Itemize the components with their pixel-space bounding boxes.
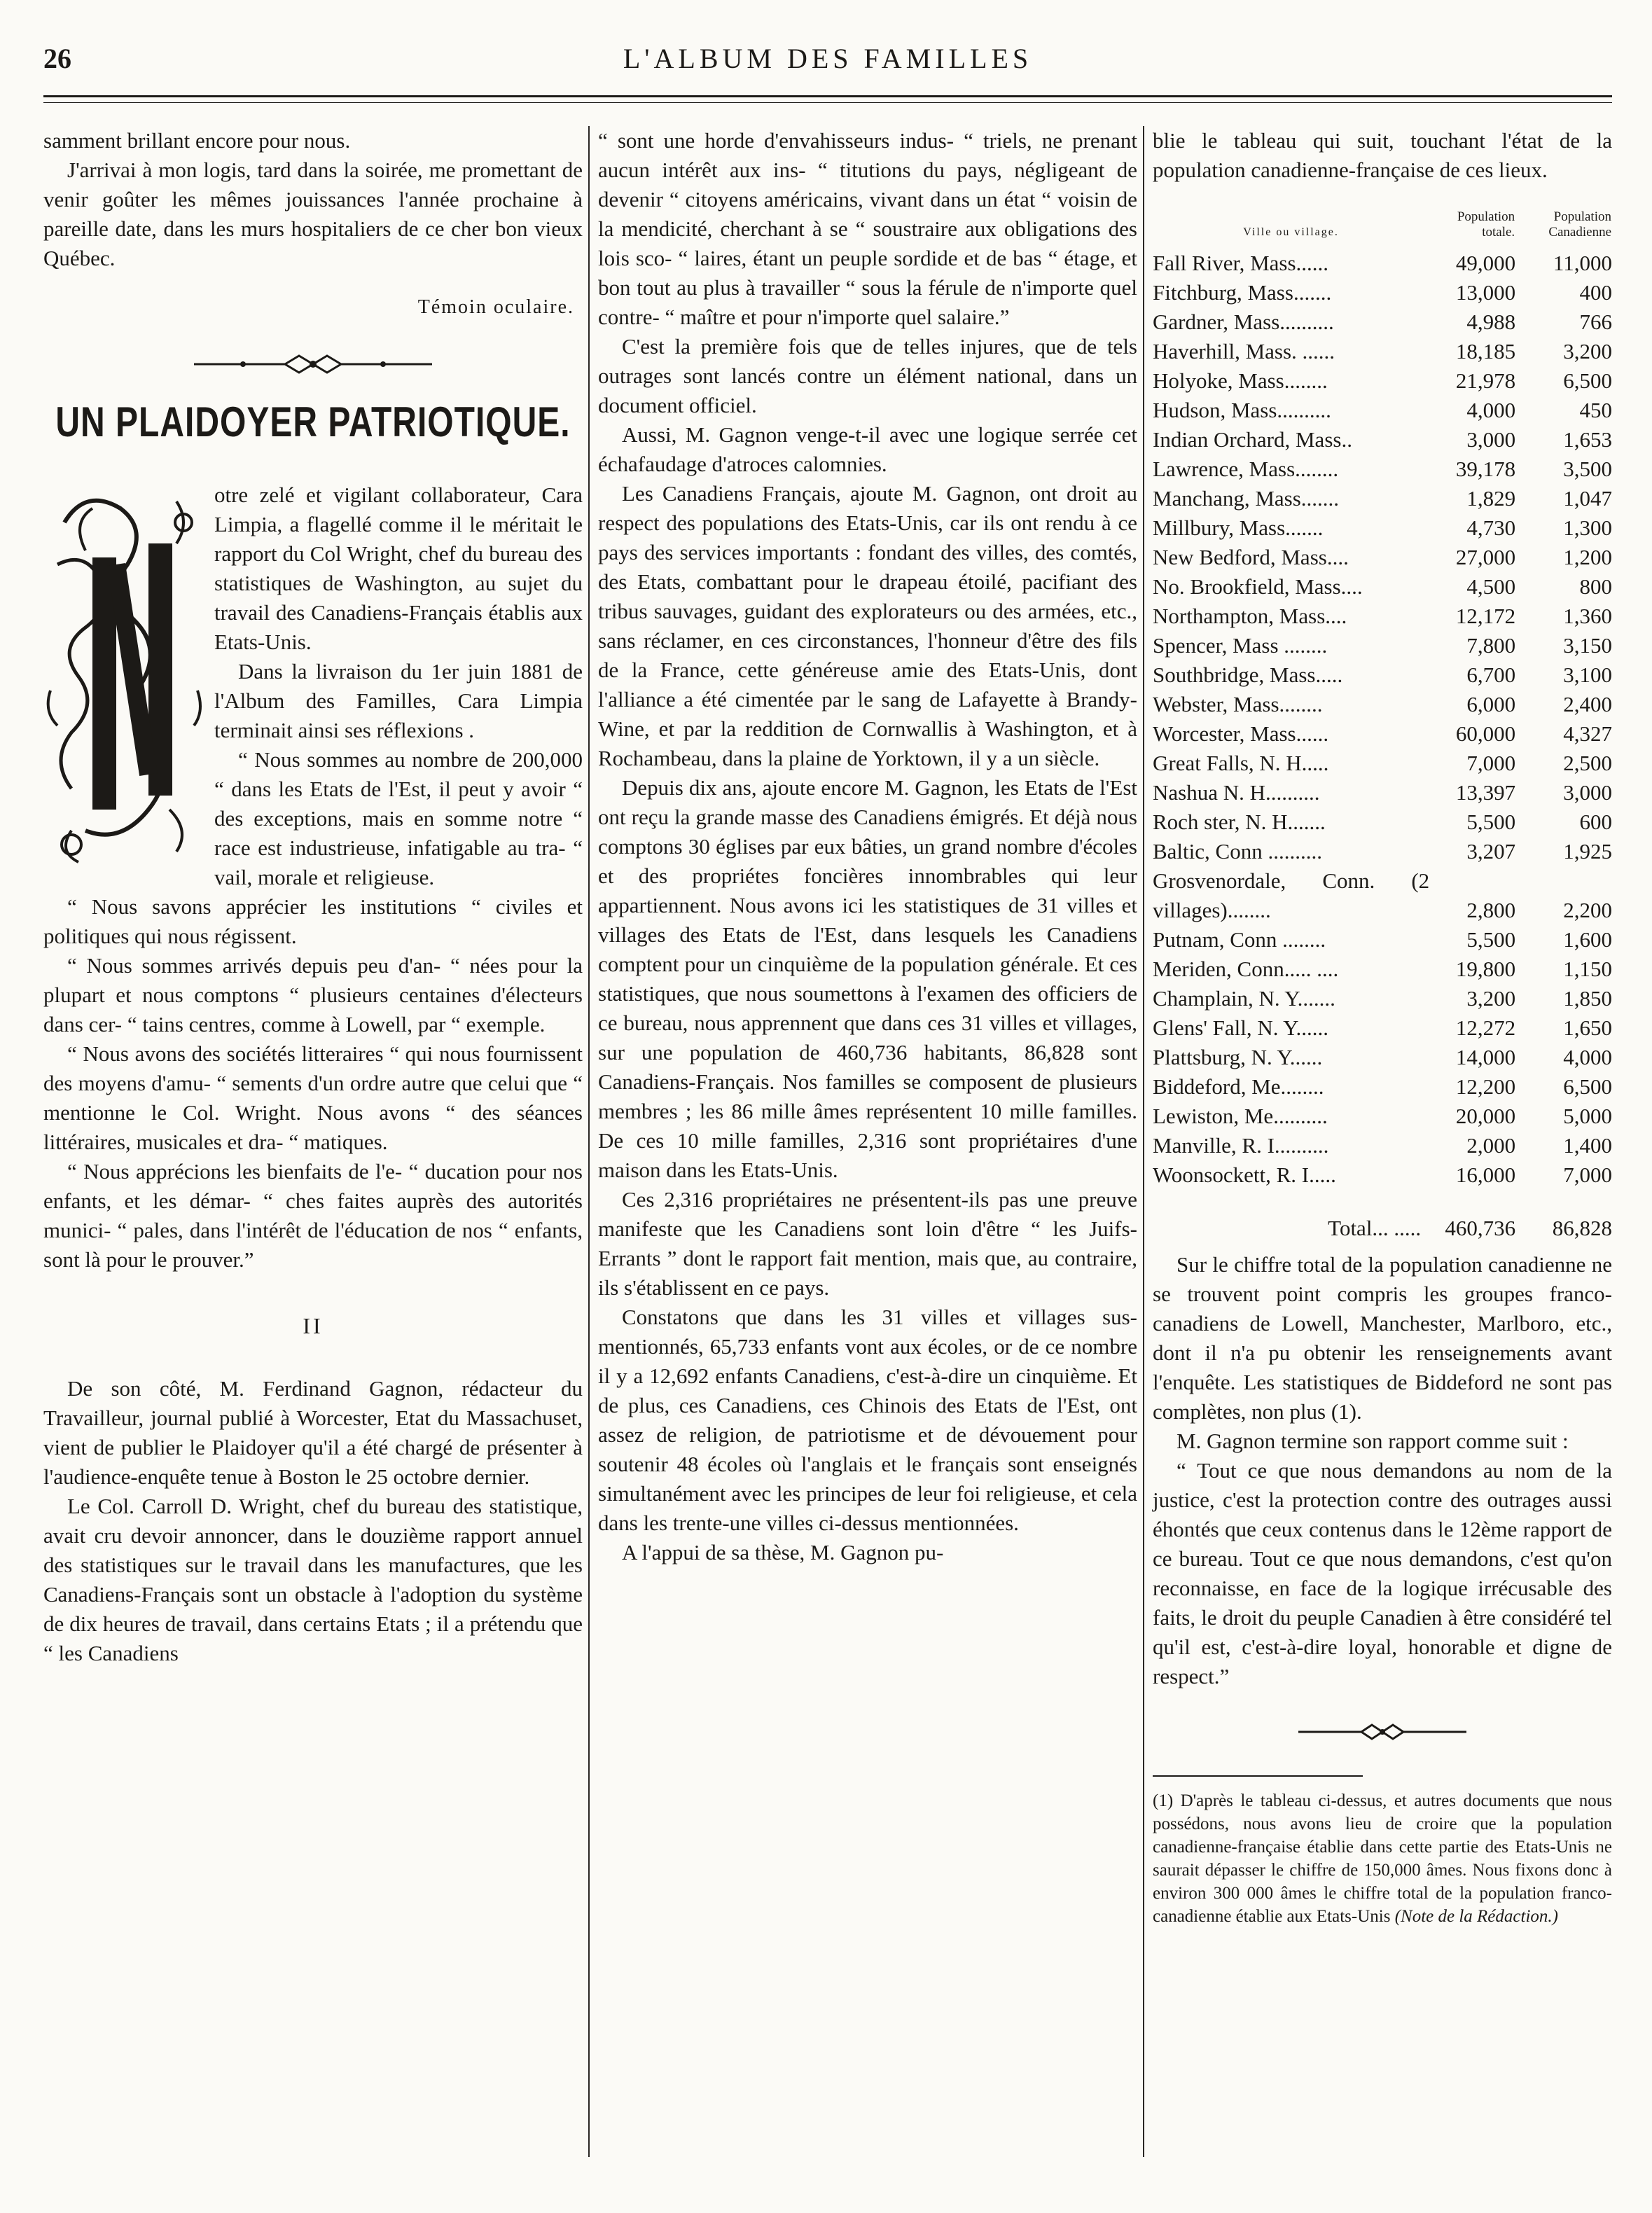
paragraph: samment brillant encore pour nous. <box>43 128 351 153</box>
table-cell-canadian: 1,360 <box>1563 604 1612 628</box>
table-row <box>1153 572 1612 602</box>
paragraph: De son côté, M. Ferdinand Gagnon, rédacteur du Travailleur, journal publié à Worcester, Etat du Massachuset, vient de publier le Plaidoyer qu'il a été chargé de présenter à l'audience-enquête tenue à Boston le 25 octobre dernier. <box>43 1376 583 1489</box>
ornament-divider <box>1153 1719 1612 1747</box>
table-cell-canadian: 1,850 <box>1563 986 1612 1011</box>
table-cell-canadian: 1,047 <box>1563 486 1612 511</box>
table-cell-canadian: 6,500 <box>1563 1074 1612 1099</box>
table-row <box>1153 249 1612 278</box>
paragraph: Sur le chiffre total de la population canadienne ne se trouvent point compris les groupes franco-canadiens de Lowell, Manchester, Marlboro, etc., dont il n'a pu obtenir les renseignements avant l'enquête. Les statistiques de Biddeford ne sont pas complètes, non plus (1). <box>1153 1252 1612 1424</box>
table-cell-total: 16,000 <box>1455 1163 1516 1187</box>
table-cell-locality: Millbury, Mass....... <box>1153 515 1324 540</box>
table-row <box>1153 955 1612 984</box>
table-cell-total: 12,200 <box>1455 1074 1516 1099</box>
quoted-paragraph: “ sont une horde d'envahisseurs indus- “ triels, ne prenant aucun intérêt aux ins- “ titutions du pays, négligeant de devenir “ citoyens américains, vivant dans un état “ voisin de la mendicité, cherchant à se “ soustraire aux obligations des lois sco- “ laires, étant un peuple sordide et de bas “ étage, et bon tout au plus à travailler “ sous la férule de n'importe quel contre- “ maître et pour n'importe quel salaire.” <box>598 128 1137 329</box>
table-cell-total: 12,272 <box>1455 1015 1516 1040</box>
header-rule <box>43 95 1612 97</box>
table-row <box>1153 337 1612 366</box>
table-cell-total: 4,988 <box>1466 310 1516 334</box>
column-left <box>43 126 583 1668</box>
table-cell-locality: Manchang, Mass....... <box>1153 486 1340 511</box>
table-cell-total: 7,800 <box>1466 633 1516 658</box>
table-cell-total: 60,000 <box>1455 721 1516 746</box>
table-cell-locality: Webster, Mass........ <box>1153 692 1323 716</box>
paragraph: A l'appui de sa thèse, M. Gagnon pu- <box>622 1540 944 1565</box>
table-cell-canadian: 3,500 <box>1563 457 1612 481</box>
table-cell-total: 3,207 <box>1466 839 1516 863</box>
table-row <box>1153 602 1612 631</box>
paragraph: Ces 2,316 propriétaires ne présentent-ils pas une preuve manifeste que les Canadiens sont loin d'être “ les Juifs-Errants ” dont le rapport fait mention, mais que, au contraire, ils s'établissent en ce pays. <box>598 1187 1137 1300</box>
table-cell-total: 18,185 <box>1455 339 1516 363</box>
table-row <box>1153 660 1612 690</box>
column-rule-right <box>1143 126 1144 2157</box>
table-row <box>1153 513 1612 543</box>
table-cell-locality: Southbridge, Mass..... <box>1153 662 1343 687</box>
population-table <box>1153 209 1612 1243</box>
table-row <box>1153 1160 1612 1190</box>
table-cell-total: 4,500 <box>1466 574 1516 599</box>
table-row <box>1153 719 1612 749</box>
table-cell-locality: Manville, R. I.......... <box>1153 1133 1329 1158</box>
table-cell-locality: Lewiston, Me.......... <box>1153 1104 1328 1128</box>
table-cell-total: 14,000 <box>1455 1045 1516 1069</box>
table-cell-locality: Great Falls, N. H..... <box>1153 751 1329 775</box>
table-cell-canadian: 7,000 <box>1563 1163 1612 1187</box>
table-row <box>1153 1072 1612 1102</box>
table-cell-canadian: 2,200 <box>1563 898 1612 922</box>
table-cell-total: 12,172 <box>1455 604 1516 628</box>
paragraph: blie le tableau qui suit, touchant l'état de la population canadienne-française de ces lieux. <box>1153 128 1612 182</box>
column-middle <box>598 126 1137 1567</box>
table-cell-canadian: 4,327 <box>1563 721 1612 746</box>
table-cell-total: 3,000 <box>1466 427 1516 452</box>
table-cell-locality: Glens' Fall, N. Y...... <box>1153 1015 1329 1040</box>
table-cell-locality: Gardner, Mass.......... <box>1153 310 1334 334</box>
table-cell-total: 1,829 <box>1466 486 1516 511</box>
quoted-paragraph: “ Nous savons apprécier les institutions “ civiles et politiques qui nous régissent. <box>43 894 583 948</box>
total-label: Total... ..... <box>1328 1216 1422 1240</box>
table-cell-canadian: 1,300 <box>1563 515 1612 540</box>
table-cell-canadian: 766 <box>1579 310 1612 334</box>
column-header: Ville ou village. <box>1243 226 1339 238</box>
table-total-row <box>1153 1190 1612 1243</box>
newspaper-page <box>43 36 1612 2193</box>
table-cell-locality: Worcester, Mass...... <box>1153 721 1329 746</box>
table-cell-canadian: 4,000 <box>1563 1045 1612 1069</box>
table-row <box>1153 837 1612 866</box>
table-cell-canadian: 800 <box>1579 574 1612 599</box>
table-cell-canadian: 1,925 <box>1563 839 1612 863</box>
table-row <box>1153 366 1612 396</box>
table-cell-canadian: 3,150 <box>1563 633 1612 658</box>
table-row <box>1153 1013 1612 1043</box>
table-cell-total: 21,978 <box>1455 368 1516 393</box>
table-row <box>1153 455 1612 484</box>
paragraph: Dans la livraison du 1er juin 1881 de l'Album des Familles, Cara Limpia terminait ainsi ses réflexions . <box>214 659 583 742</box>
table-cell-total: 6,700 <box>1466 662 1516 687</box>
table-cell-canadian: 400 <box>1579 280 1612 305</box>
paragraph: C'est la première fois que de telles injures, que de tels outrages sont lancés contre un élément national, dans un document officiel. <box>598 334 1137 417</box>
quoted-paragraph: “ Nous avons des sociétés litteraires “ qui nous fournissent des moyens d'amu- “ sements d'un ordre autre que celui que “ mentionne le Col. Wright. Nous avons “ des séances littéraires, musicales et dra- “ matiques. <box>43 1041 583 1154</box>
ornate-dropcap-n-icon <box>43 480 204 873</box>
table-row <box>1153 484 1612 513</box>
ornament-divider <box>43 350 583 378</box>
article-title: UN PLAIDOYER PATRIOTIQUE. <box>55 399 571 446</box>
paragraph: Constatons que dans les 31 villes et villages sus-mentionnés, 65,733 enfants vont aux écoles, or de ce nombre il y a 12,692 enfants Canadiens, c'est-à-dire un cinquième. Et de plus, ces Canadiens, ces Chinois des Etats de l'Est, ont assez de religion, de patriotisme et de dévouement pour soutenir 48 écoles où l'anglais et le français sont enseignés simultanément avec les principes de leur foi religieuse, et cela dans les trente-une villes ci-dessus mentionnées. <box>598 1305 1137 1535</box>
paragraph: Aussi, M. Gagnon venge-t-il avec une logique serrée cet échafaudage d'atroces calomnies. <box>598 422 1137 476</box>
table-row <box>1153 425 1612 455</box>
quoted-paragraph: “ Nous sommes arrivés depuis peu d'an- “ nées pour la plupart et nous comptons “ plusieurs centaines d'électeurs dans cer- “ tains centres, comme à Lowell, par “ exemple. <box>43 953 583 1036</box>
table-row <box>1153 690 1612 719</box>
column-header: Population totale. <box>1457 209 1515 240</box>
article-signature: Témoin oculaire. <box>417 296 574 318</box>
table-cell-total: 6,000 <box>1466 692 1516 716</box>
paragraph: Depuis dix ans, ajoute encore M. Gagnon, les Etats de l'Est ont reçu la grande masse des Canadiens émigrés. Et déjà nous comptons 30 églises par eux bâties, un grand nombre d'écoles et des propriétes foncières innombrables qui leur appartiennent. Nous avons ici les statistiques de 31 villes et villages des Etats de l'Est, dans lesquels les Canadiens comptent pour un cinquième de la population générale. Et ces statistiques, que nous soumettons à l'examen des officiers de ce bureau, nous apprennent que dans ces 31 villes et villages, sur une population de 460,736 habitants, 86,828 sont Canadiens-Français. Nos familles se composent de plusieurs membres ; les 86 mille âmes représentent 10 mille familles. De ces 10 mille familles, 2,316 sont propriétaires d'une maison dans les Etats-Unis. <box>598 775 1137 1182</box>
table-cell-locality: Fitchburg, Mass....... <box>1153 280 1332 305</box>
table-cell-locality: Biddeford, Me........ <box>1153 1074 1324 1099</box>
table-cell-locality: Woonsockett, R. I..... <box>1153 1163 1336 1187</box>
table-cell-canadian: 450 <box>1579 398 1612 422</box>
table-row <box>1153 307 1612 337</box>
column-rule-left <box>588 126 590 2157</box>
paragraph: otre zelé et vigilant collaborateur, Cara Limpia, a flagellé comme il le méritait le rapport du Col Wright, chef du bureau des statistiques de Washington, au sujet du travail des Canadiens-Français établis aux Etats-Unis. <box>214 483 583 654</box>
table-cell-canadian: 6,500 <box>1563 368 1612 393</box>
table-cell-total: 2,800 <box>1466 898 1516 922</box>
table-row <box>1153 778 1612 807</box>
table-row <box>1153 631 1612 660</box>
table-cell-locality: No. Brookfield, Mass.... <box>1153 574 1363 599</box>
table-cell-locality: Fall River, Mass...... <box>1153 251 1329 275</box>
table-cell-locality: Putnam, Conn ........ <box>1153 927 1326 952</box>
table-row <box>1153 1043 1612 1072</box>
footnote-source: (Note de la Rédaction.) <box>1394 1907 1558 1926</box>
paragraph: J'arrivai à mon logis, tard dans la soirée, me promettant de venir goûter les mêmes jouissances l'année prochaine à pareille date, dans les murs hospitaliers de ce cher bon vieux Québec. <box>43 158 583 270</box>
table-cell-locality: Indian Orchard, Mass.. <box>1153 427 1352 452</box>
total-canadian: 86,828 <box>1552 1216 1612 1240</box>
footnote-text: (1) D'après le tableau ci-dessus, et autres documents que nous possédons, nous avons lieu de croire que la population canadienne-française établie dans cette partie des Etats-Unis ne saurait dépasser le chiffre de 150,000 âmes. Nous fixons donc à environ 300 000 âmes le chiffre total de la population franco-canadienne établie aux Etats-Unis <box>1153 1791 1612 1926</box>
table-cell-canadian: 3,100 <box>1563 662 1612 687</box>
table-cell-canadian: 2,500 <box>1563 751 1612 775</box>
table-cell-locality: Roch ster, N. H....... <box>1153 810 1326 834</box>
paragraph: Le Col. Carroll D. Wright, chef du bureau des statistique, avait cru devoir annoncer, dans le douzième rapport annuel des statistiques sur le travail dans les manufactures, que les Canadiens-Français sont un obstacle à l'adoption du système de dix heures de travail, dans certains Etats ; il a prétendu que “ les Canadiens <box>43 1494 583 1665</box>
footnote-rule <box>1153 1775 1363 1777</box>
table-cell-canadian: 1,653 <box>1563 427 1612 452</box>
table-row <box>1153 278 1612 307</box>
table-cell-locality: Northampton, Mass.... <box>1153 604 1347 628</box>
table-row <box>1153 866 1612 925</box>
quoted-paragraph: “ Nous sommes au nombre de 200,000 “ dans les Etats de l'Est, il peut y avoir “ des exceptions, mais en somme notre “ race est industrieuse, infatigable au tra- “ vail, morale et religieuse. <box>214 747 583 889</box>
table-row <box>1153 749 1612 778</box>
table-cell-canadian: 11,000 <box>1553 251 1612 275</box>
table-cell-canadian: 1,650 <box>1563 1015 1612 1040</box>
running-title: L'ALBUM DES FAMILLES <box>623 43 1033 74</box>
table-cell-canadian: 1,200 <box>1563 545 1612 569</box>
paragraph: Les Canadiens Français, ajoute M. Gagnon, ont droit au respect des populations des Etats-Unis, car ils ont rendu à ce pays des services importants : fondant des villes, des comtés, des Etats, combattant pour le drapeau étoilé, pacifiant des tribus sauvages, guidant des explorateurs ou des armées, etc., sans réclamer, en ces circonstances, l'honneur d'être des fils de la France, cette généreuse amie des Etats-Unis, dont l'alliance a été cimentée par le sang de Lafayette à Brandy-Wine, et par la reddition de Cornwallis à Washington, et à Rochambeau, dans la plaine de Yorktown, il y a un siècle. <box>598 481 1137 770</box>
table-cell-total: 13,000 <box>1455 280 1516 305</box>
total-population: 460,736 <box>1445 1216 1516 1240</box>
table-cell-canadian: 1,150 <box>1563 957 1612 981</box>
footnote <box>1153 1789 1612 1928</box>
table-row <box>1153 807 1612 837</box>
table-cell-locality: Grosvenordale, Conn. (2 villages)........ <box>1153 868 1430 922</box>
table-cell-total: 19,800 <box>1455 957 1516 981</box>
table-cell-canadian: 1,600 <box>1563 927 1612 952</box>
table-cell-total: 49,000 <box>1455 251 1516 275</box>
table-cell-locality: New Bedford, Mass.... <box>1153 545 1349 569</box>
table-cell-total: 5,500 <box>1466 810 1516 834</box>
table-cell-canadian: 3,000 <box>1563 780 1612 805</box>
table-cell-canadian: 5,000 <box>1563 1104 1612 1128</box>
table-header-row <box>1153 209 1612 249</box>
table-cell-canadian: 600 <box>1579 810 1612 834</box>
table-row <box>1153 925 1612 955</box>
table-cell-locality: Meriden, Conn..... .... <box>1153 957 1339 981</box>
table-row <box>1153 984 1612 1013</box>
page-number: 26 <box>43 43 71 74</box>
table-cell-total: 3,200 <box>1466 986 1516 1011</box>
table-cell-canadian: 1,400 <box>1563 1133 1612 1158</box>
paragraph: M. Gagnon termine son rapport comme suit : <box>1176 1429 1569 1453</box>
column-header: Population Canadienne <box>1548 209 1611 240</box>
table-cell-locality: Haverhill, Mass. ...... <box>1153 339 1335 363</box>
table-cell-total: 20,000 <box>1455 1104 1516 1128</box>
table-cell-locality: Nashua N. H.......... <box>1153 780 1320 805</box>
table-cell-total: 5,500 <box>1466 927 1516 952</box>
table-cell-canadian: 3,200 <box>1563 339 1612 363</box>
table-cell-locality: Spencer, Mass ........ <box>1153 633 1328 658</box>
table-cell-locality: Hudson, Mass.......... <box>1153 398 1331 422</box>
table-cell-locality: Champlain, N. Y....... <box>1153 986 1335 1011</box>
quoted-paragraph: “ Nous apprécions les bienfaits de l'e- “ ducation pour nos enfants, et les démar- “ ches faites auprès des autorités munici- “ pales, dans l'intérêt de l'éducation de nos “ enfants, sont là pour le prouver.” <box>43 1159 583 1272</box>
table-cell-total: 4,730 <box>1466 515 1516 540</box>
table-row <box>1153 396 1612 425</box>
table-cell-locality: Lawrence, Mass........ <box>1153 457 1339 481</box>
page-header <box>43 36 1612 113</box>
table-row <box>1153 1102 1612 1131</box>
table-cell-total: 13,397 <box>1455 780 1516 805</box>
table-cell-total: 7,000 <box>1466 751 1516 775</box>
header-rule-thin <box>43 102 1612 103</box>
table-cell-canadian: 2,400 <box>1563 692 1612 716</box>
quoted-paragraph: “ Tout ce que nous demandons au nom de la justice, c'est la protection contre des outrages aussi éhontés que ceux contenus dans le 12ème rapport de ce bureau. Tout ce que nous demandons, c'est qu'on reconnaisse, en face de la logique irrécusable des faits, le droit du peuple Canadien à être considéré tel qu'il est, c'est-à-dire loyal, honorable et digne de respect.” <box>1153 1458 1612 1688</box>
table-cell-total: 4,000 <box>1466 398 1516 422</box>
section-number: II <box>303 1313 324 1338</box>
table-row <box>1153 543 1612 572</box>
table-cell-total: 27,000 <box>1455 545 1516 569</box>
table-cell-total: 39,178 <box>1455 457 1516 481</box>
table-cell-locality: Holyoke, Mass........ <box>1153 368 1328 393</box>
table-row <box>1153 1131 1612 1160</box>
table-cell-locality: Baltic, Conn .......... <box>1153 839 1322 863</box>
table-cell-locality: Plattsburg, N. Y...... <box>1153 1045 1323 1069</box>
table-cell-total: 2,000 <box>1466 1133 1516 1158</box>
column-right <box>1153 126 1612 1928</box>
table-body <box>1153 249 1612 1190</box>
